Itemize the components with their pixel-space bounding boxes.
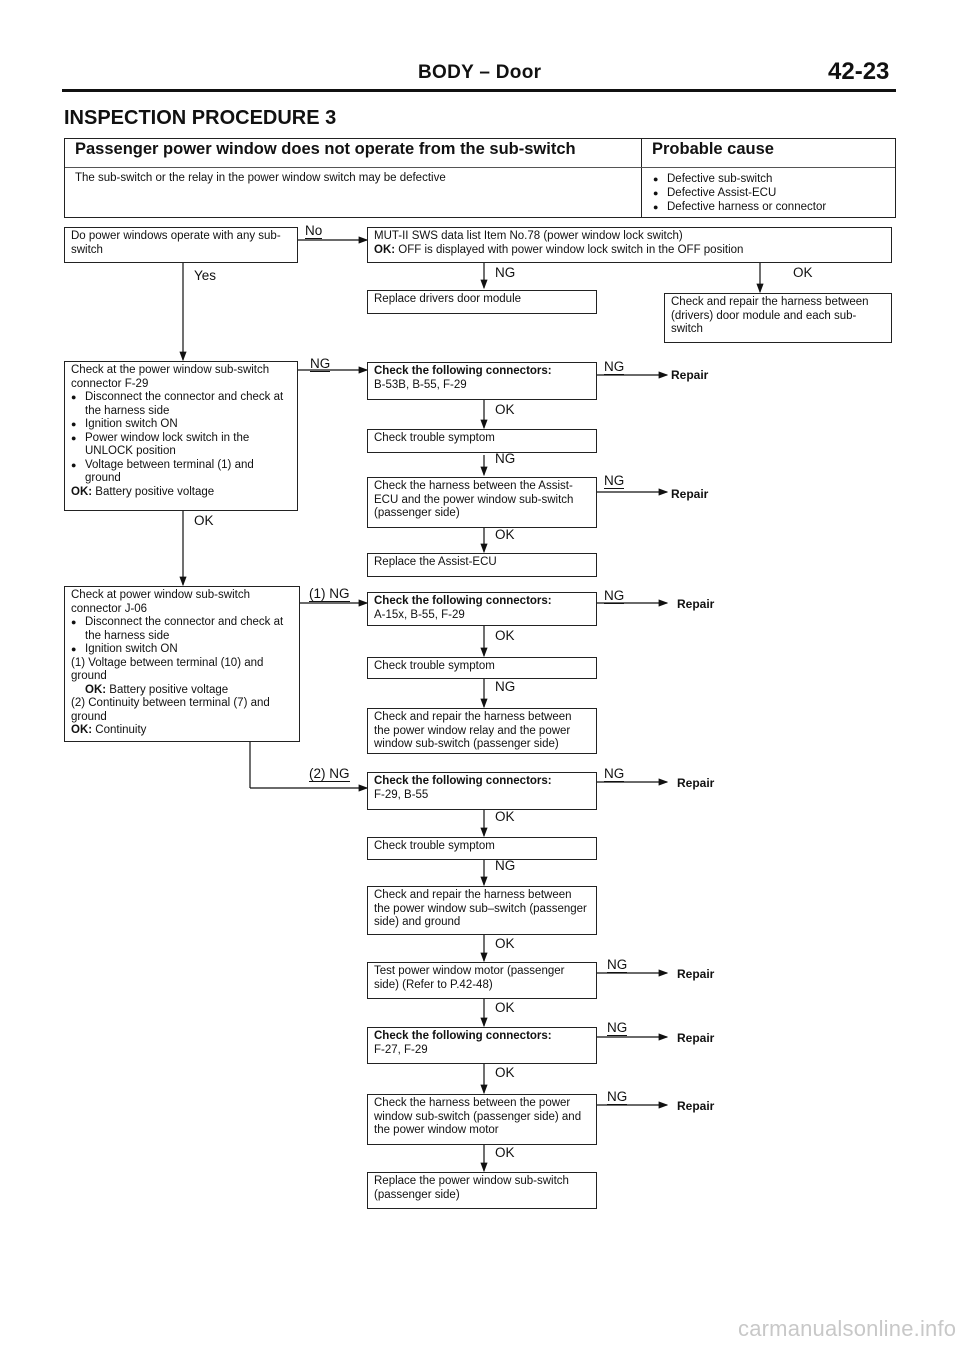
step-text: A-15x, B-55, F-29: [374, 608, 465, 621]
label-ok: OK: [495, 936, 515, 951]
step-text: F-29, B-55: [374, 788, 429, 801]
step-connectors-c: [367, 772, 597, 810]
label-repair: Repair: [671, 368, 709, 382]
label-ng: NG: [495, 451, 516, 466]
check-item: (2) Continuity between terminal (7) and ground: [71, 697, 270, 723]
ok-text: Battery positive voltage: [109, 683, 229, 696]
step-repair-door-harness: [664, 293, 892, 343]
step-motor-harness: [367, 1094, 597, 1145]
label-no: No: [305, 223, 323, 238]
label-ng: NG: [310, 356, 331, 371]
label-ng: NG: [607, 1089, 628, 1104]
label-repair: Repair: [677, 597, 715, 611]
label-repair: Repair: [677, 1099, 715, 1113]
step-relay-harness: [367, 708, 597, 754]
step-text: Check the harness between the Assist-ECU and the power window sub-switch (passenger side): [374, 480, 574, 519]
label-repair: Repair: [677, 1031, 715, 1045]
step-trouble-symptom-1: [367, 429, 597, 453]
step-heading: Check the following connectors:: [374, 365, 552, 377]
ok-label: OK:: [71, 724, 93, 736]
step-connectors-d: [367, 1027, 597, 1064]
label-ng: NG: [495, 858, 516, 873]
step-text: Check trouble symptom: [374, 840, 495, 852]
page-number: 42-23: [828, 58, 890, 85]
label-ng: NG: [495, 679, 516, 694]
label-ng-2: (2) NG: [309, 766, 350, 781]
step-text: Test power window motor (passenger side) (Refer to P.42-48): [374, 965, 565, 991]
list-item: ● Disconnect the connector and check at the harness side: [71, 616, 293, 643]
step-text: Check and repair the harness between (drivers) door module and each sub-switch: [671, 296, 869, 335]
ok-label: OK:: [85, 683, 107, 696]
label-ng: NG: [607, 957, 628, 972]
step-text: F-27, F-29: [374, 1043, 428, 1056]
label-ng: NG: [604, 588, 625, 603]
step-motor-test: [367, 962, 597, 999]
label-ok: OK: [194, 513, 214, 528]
step-text: Check trouble symptom: [374, 660, 495, 672]
list-item: ● Voltage between terminal (1) and ground: [71, 459, 291, 486]
step-check-j06: [64, 586, 300, 742]
ok-condition: [374, 244, 885, 258]
label-ok: OK: [495, 628, 515, 643]
step-text: Replace the power window sub-switch (passenger side): [374, 1175, 569, 1201]
watermark: carmanualsonline.info: [738, 1316, 957, 1341]
step-ground-harness: [367, 886, 597, 935]
step-replace-subswitch: [367, 1172, 597, 1209]
procedure-title: INSPECTION PROCEDURE 3: [64, 107, 337, 129]
label-ng: NG: [607, 1020, 628, 1035]
label-ng: NG: [604, 359, 625, 374]
ok-label: OK:: [71, 485, 93, 498]
step-text: Check and repair the harness between the power window relay and the power window sub-switch (passenger side): [374, 711, 572, 750]
step-list: [71, 391, 291, 486]
step-text: Check at power window sub-switch connector J-06: [71, 589, 250, 615]
step-text: Do power windows operate with any sub-switch: [71, 230, 281, 256]
problem-text: The sub-switch or the relay in the power window switch may be defective: [75, 172, 446, 184]
list-item: ● Power window lock switch in the UNLOCK position: [71, 432, 291, 459]
cause-item: ● Defective Assist-ECU: [653, 186, 826, 200]
label-yes: Yes: [194, 268, 217, 283]
label-repair: Repair: [677, 967, 715, 981]
label-ng: NG: [604, 766, 625, 781]
cause-heading: Probable cause: [652, 140, 774, 158]
step-text: Check trouble symptom: [374, 432, 495, 444]
label-ok: OK: [495, 402, 515, 417]
label-ok: OK: [495, 1145, 515, 1160]
step-connectors-a: [367, 362, 597, 400]
ok-label: OK:: [374, 243, 396, 256]
step-replace-module: [367, 290, 597, 314]
label-ng: NG: [604, 473, 625, 488]
ok-text: Continuity: [95, 724, 147, 736]
step-power-windows-operate: [64, 227, 298, 263]
label-ng: NG: [495, 265, 516, 280]
list-item: ● Ignition switch ON: [71, 418, 291, 432]
step-text: MUT-II SWS data list Item No.78 (power window lock switch): [374, 230, 683, 242]
ok-text: Battery positive voltage: [95, 485, 215, 498]
problem-heading: Passenger power window does not operate from the sub-switch: [75, 140, 576, 158]
step-text: Replace the Assist-ECU: [374, 556, 497, 568]
step-heading: Check the following connectors:: [374, 595, 552, 607]
step-text: B-53B, B-55, F-29: [374, 378, 467, 391]
cause-item: ● Defective harness or connector: [653, 200, 826, 214]
label-ok: OK: [495, 527, 515, 542]
ok-condition: [71, 684, 293, 698]
page-section-title: BODY – Door: [418, 62, 542, 83]
step-heading: Check the following connectors:: [374, 775, 552, 787]
step-list: [71, 616, 293, 657]
list-item: ● Disconnect the connector and check at the harness side: [71, 391, 291, 418]
label-ok: OK: [495, 1000, 515, 1015]
ok-condition: [71, 486, 291, 500]
label-repair: Repair: [677, 776, 715, 790]
list-item: ● Ignition switch ON: [71, 643, 293, 657]
step-text: Replace drivers door module: [374, 293, 522, 305]
step-mut-ii: [367, 227, 892, 263]
step-heading: Check the following connectors:: [374, 1030, 552, 1042]
check-item: (1) Voltage between terminal (10) and ground: [71, 656, 264, 682]
cause-item: ● Defective sub-switch: [653, 172, 826, 186]
label-ok: OK: [793, 265, 813, 280]
ok-condition: [71, 724, 293, 738]
step-check-f29: [64, 361, 298, 511]
label-ok: OK: [495, 809, 515, 824]
label-ng-1: (1) NG: [309, 586, 350, 601]
step-trouble-symptom-2: [367, 657, 597, 679]
step-text: Check the harness between the power window sub-switch (passenger side) and the power window motor: [374, 1097, 582, 1136]
ok-text: OFF is displayed with power window lock switch in the OFF position: [398, 243, 744, 256]
step-connectors-b: [367, 592, 597, 626]
label-ok: OK: [495, 1065, 515, 1080]
step-trouble-symptom-3: [367, 837, 597, 860]
step-text: Check and repair the harness between the power window sub–switch (passenger side) and ground: [374, 889, 587, 928]
label-repair: Repair: [671, 487, 709, 501]
step-replace-assist: [367, 553, 597, 577]
step-assist-harness: [367, 477, 597, 528]
step-text: Check at the power window sub-switch connector F-29: [71, 364, 270, 390]
